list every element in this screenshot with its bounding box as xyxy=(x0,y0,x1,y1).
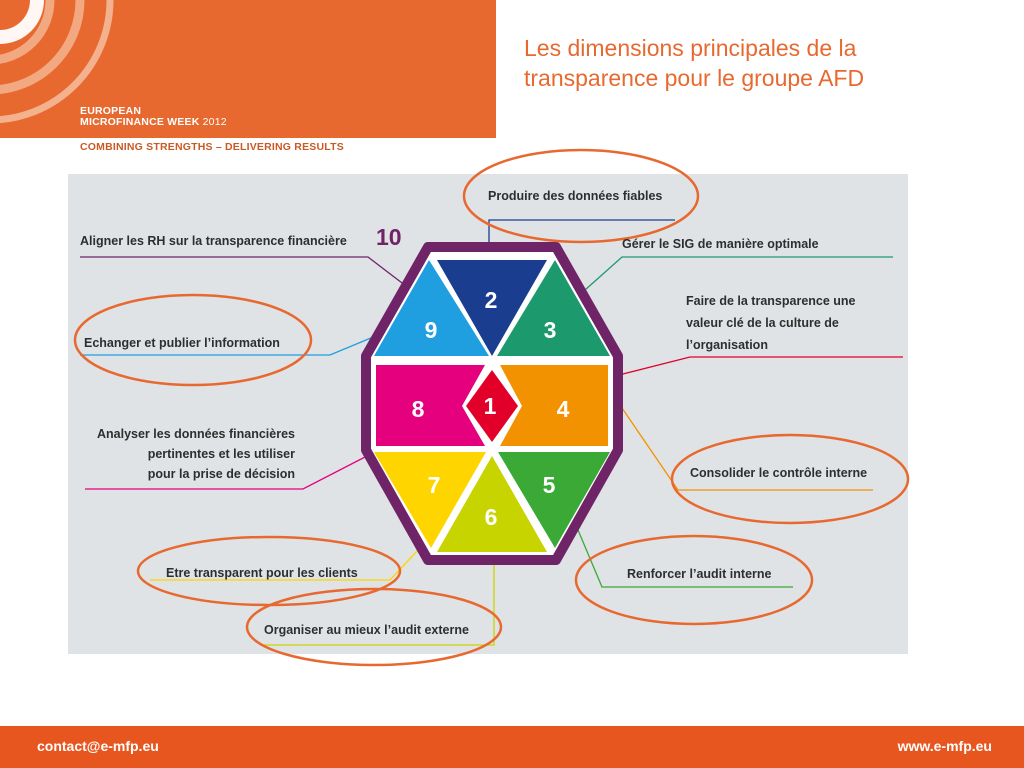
label-aligner: Aligner les RH sur la transparence financière xyxy=(80,234,347,248)
website-link[interactable]: www.e-mfp.eu xyxy=(897,738,992,754)
page-title: Les dimensions principales de la transparence pour le groupe AFD xyxy=(524,35,865,91)
label-gerer: Gérer le SIG de manière optimale xyxy=(622,237,819,251)
event-name-line1: EUROPEAN xyxy=(80,105,142,117)
segment-number-7: 7 xyxy=(427,472,441,498)
tagline: COMBINING STRENGTHS – DELIVERING RESULTS xyxy=(80,141,344,153)
segment-number-5: 5 xyxy=(542,472,556,498)
segment-number-8: 8 xyxy=(411,396,425,422)
label-etre: Etre transparent pour les clients xyxy=(166,566,358,580)
label-analyser: Analyser les données financières pertinentes et les utiliser pour la prise de décision xyxy=(96,427,295,481)
connector-gerer xyxy=(585,257,893,290)
label-echanger: Echanger et publier l’information xyxy=(84,336,280,350)
event-name-line2: MICROFINANCE WEEK 2012 xyxy=(80,116,227,128)
label-produire: Produire des données fiables xyxy=(488,189,663,203)
contact-email-link[interactable]: contact@e-mfp.eu xyxy=(37,738,159,754)
label-renforcer: Renforcer l’audit interne xyxy=(627,567,772,581)
segment-number-3: 3 xyxy=(543,317,557,343)
label-organiser: Organiser au mieux l’audit externe xyxy=(264,623,469,637)
segment-number-10: 10 xyxy=(376,224,402,250)
label-faire: Faire de la transparence une valeur clé de la culture de l’organisation xyxy=(686,294,856,352)
footer-bar xyxy=(0,726,1024,768)
connector-aligner xyxy=(80,257,406,286)
segment-number-9: 9 xyxy=(424,317,438,343)
segment-number-1: 1 xyxy=(483,393,497,419)
segment-number-6: 6 xyxy=(484,504,498,530)
label-consolider: Consolider le contrôle interne xyxy=(690,466,868,480)
segment-number-2: 2 xyxy=(484,287,498,313)
segment-number-4: 4 xyxy=(556,396,570,422)
